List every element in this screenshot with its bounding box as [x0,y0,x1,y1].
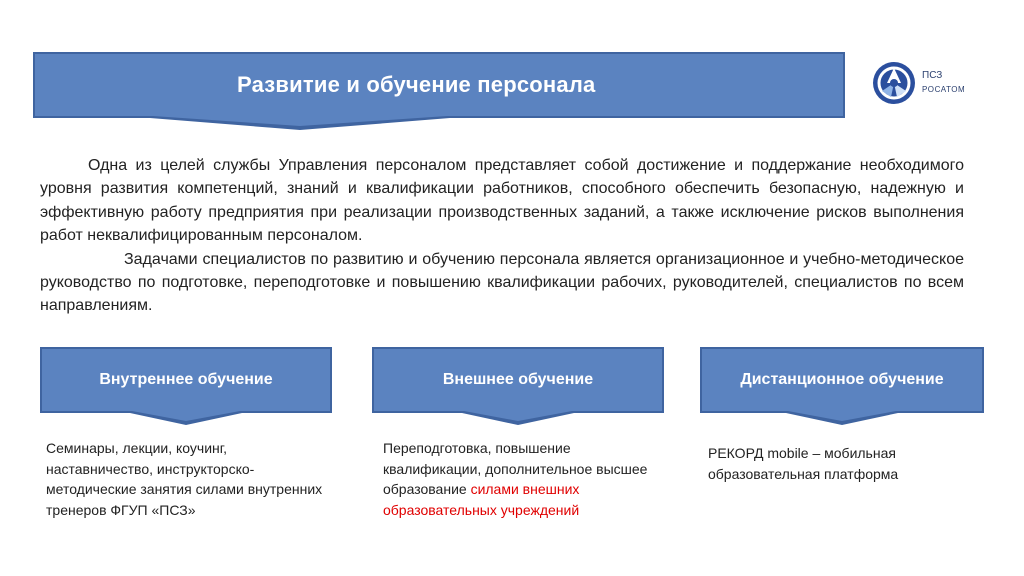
page-title: Развитие и обучение персонала [237,72,596,97]
intro-paragraph-1: Одна из целей службы Управления персоналом представляет собой достижение и поддержание необходимого уровня развития компетенций, знаний и квалификации работников, способного обеспечить безопасную, надежную и эффективную работу предприятия при реализации производственных заданий, а также исключение рисков выполнения работ неквалифицированным персоналом. [40,157,964,245]
category-description-external [383,438,653,520]
title-banner-pointer-fill [153,116,447,126]
description-plain: Переподготовка, повышение квалификации, дополнительное высшее образование [383,440,648,498]
title-banner [33,52,845,118]
intro-text [40,154,964,318]
rosatom-atom-icon [872,61,916,105]
logo-brand: РОСАТОМ [922,85,966,94]
category-external-training [372,347,664,413]
category-internal-training [40,347,332,413]
category-description-distance: РЕКОРД mobile – мобильная образовательная платформа [708,445,899,482]
category-description-internal: Семинары, лекции, коучинг, наставничество, инструкторско-методические занятия силами внутренних тренеров ФГУП «ПСЗ» [46,440,323,518]
logo-text [922,69,965,97]
company-logo [872,60,982,106]
logo-abbr: ПСЗ [922,70,943,81]
category-pointer-fill [788,411,896,421]
category-distance-training [700,347,984,413]
category-pointer-fill [464,411,572,421]
description-highlight: силами внешних образовательных учреждений [383,481,580,518]
category-pointer-fill [132,411,240,421]
intro-paragraph-2: Задачами специалистов по развитию и обучению персонала является организационное и учебно-методическое руководство по подготовке, переподготовке и повышению квалификации рабочих, руководителей, специалистов по всем направлениям. [40,250,964,315]
category-label: Дистанционное обучение [740,371,944,388]
category-label: Внутреннее обучение [99,371,273,388]
category-label: Внешнее обучение [442,371,594,388]
